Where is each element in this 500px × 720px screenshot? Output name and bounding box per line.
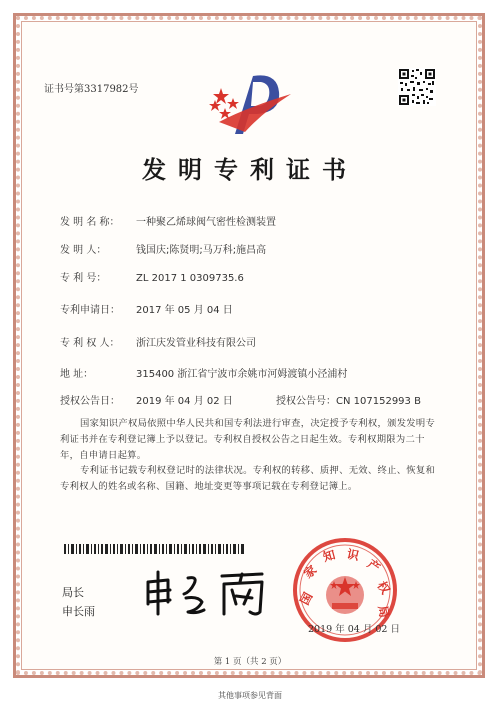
director-name: 申长雨 [62, 605, 95, 618]
grant-date-label: 授权公告日： [60, 396, 120, 407]
field-inventors [60, 241, 266, 256]
footer-note: 其他事项参见背面 [218, 691, 282, 700]
certificate-title: 发明专利证书 [142, 155, 358, 184]
seal-date: 2019 年 04 月 02 日 [308, 624, 400, 635]
director-title: 局长 [62, 586, 84, 599]
page-number: 第 1 页（共 2 页） [213, 657, 287, 667]
field-label: 地 址： [60, 369, 94, 380]
field-label: 发 明 名 称： [60, 217, 120, 228]
certificate-number: 证书号第3317982号 [44, 84, 139, 95]
grant-date-value: 2019 年 04 月 02 日 [136, 396, 233, 407]
field-label: 发 明 人： [60, 245, 107, 256]
field-address [60, 365, 347, 380]
seal-char: 国 [297, 590, 316, 608]
seal-char: 局 [375, 604, 392, 619]
field-value: 2017 年 05 月 04 日 [136, 305, 233, 316]
legal-status-paragraph: 专利证书记载专利权登记时的法律状况。专利权的转移、质押、无效、终止、恢复和专利权人的姓名或名称、国籍、地址变更等事项记载在专利登记簿上。 [60, 465, 436, 492]
field-invention-name [60, 213, 276, 228]
field-value: 一种聚乙烯球阀气密性检测装置 [136, 217, 276, 228]
cnipa-logo-icon [205, 68, 295, 140]
grant-statement-paragraph: 国家知识产权局依照中华人民共和国专利法进行审查，决定授予专利权，颁发发明专利证书并在专利登记簿上予以登记。专利权自授权公告之日起生效。专利权期限为二十年，自申请日起算。 [60, 418, 436, 461]
field-value: 315400 浙江省宁波市余姚市河姆渡镇小泾浦村 [136, 369, 348, 380]
field-label: 专利申请日： [60, 305, 120, 316]
seal-char: 产 [364, 556, 383, 576]
grant-number-value: CN 107152993 B [336, 396, 421, 407]
seal-char: 家 [301, 562, 320, 582]
seal-char: 权 [374, 578, 393, 597]
seal-char: 知 [321, 547, 337, 565]
field-value: ZL 2017 1 0309735.6 [136, 273, 244, 284]
qr-code-icon [398, 68, 436, 106]
field-label: 专 利 权 人： [60, 338, 120, 349]
seal-char: 识 [345, 546, 361, 564]
field-patentee [60, 334, 256, 349]
grant-number-label: 授权公告号： [276, 396, 336, 407]
field-patent-number [60, 269, 244, 284]
barcode-icon [64, 544, 244, 554]
signature-icon [140, 568, 280, 620]
field-grant-info [60, 392, 421, 407]
field-application-date [60, 301, 233, 316]
field-label: 专 利 号： [60, 273, 107, 284]
field-value: 浙江庆发管业科技有限公司 [136, 338, 256, 349]
field-value: 钱国庆;陈贤明;马万科;施昌高 [136, 245, 267, 256]
